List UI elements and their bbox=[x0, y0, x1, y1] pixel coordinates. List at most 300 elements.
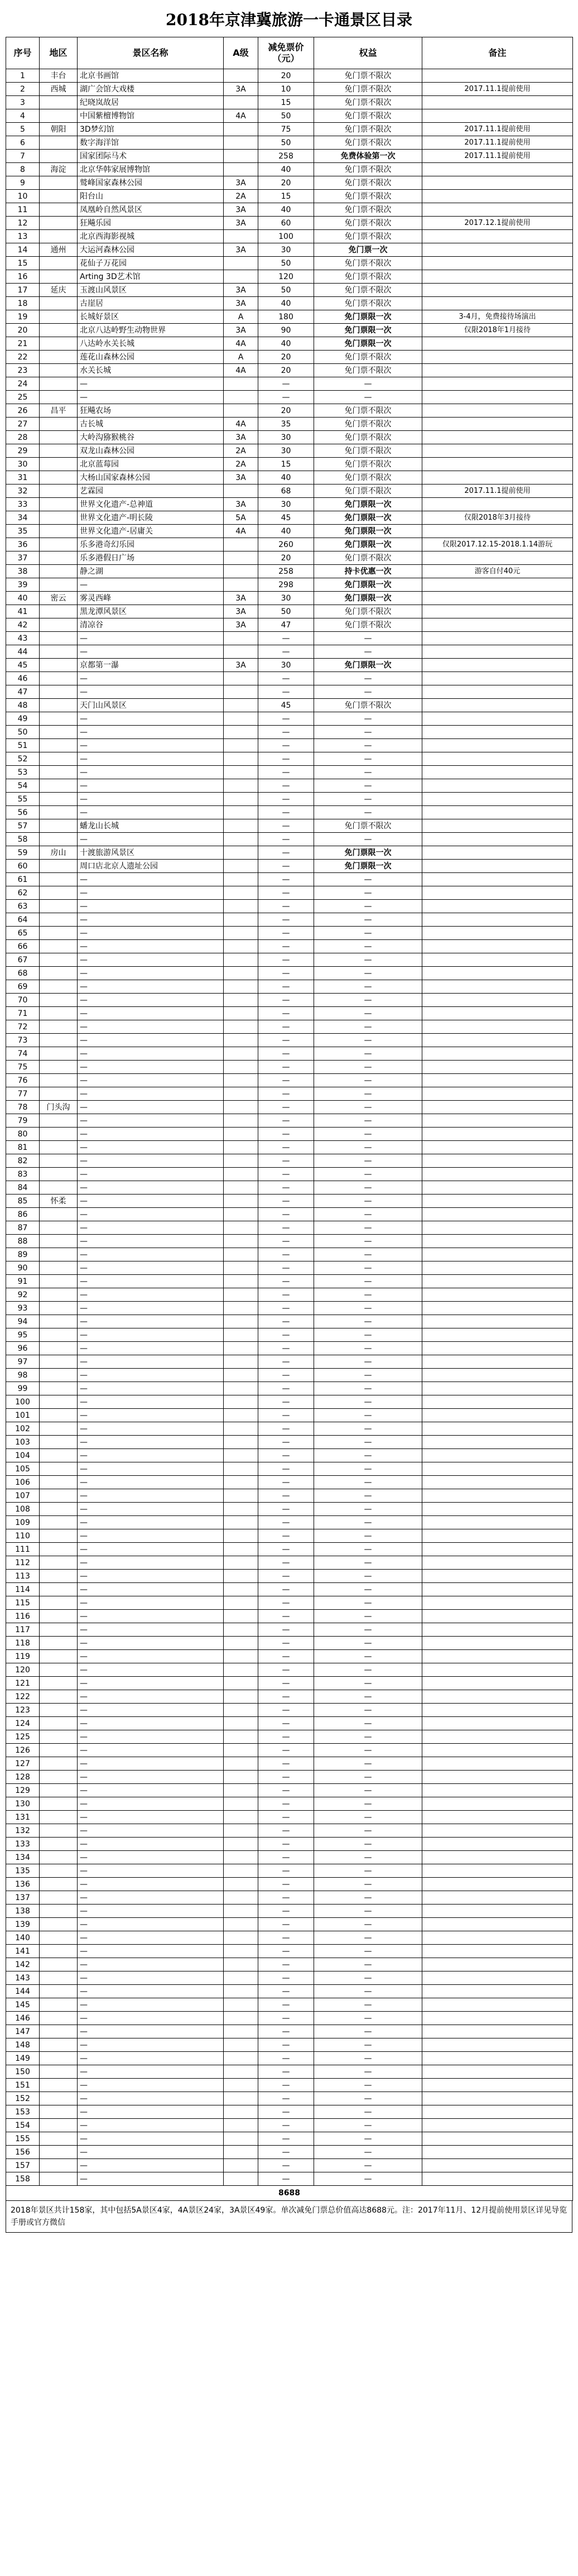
table-row bbox=[6, 1851, 573, 1864]
cell-grade bbox=[224, 485, 258, 498]
cell-note bbox=[422, 1610, 573, 1623]
cell-note bbox=[422, 351, 573, 364]
cell-price: — bbox=[258, 1074, 314, 1087]
cell-name: — bbox=[78, 886, 224, 900]
cell-name: — bbox=[78, 685, 224, 699]
cell-grade bbox=[224, 163, 258, 176]
cell-price: — bbox=[258, 1342, 314, 1355]
cell-area: 密云 bbox=[40, 592, 78, 605]
cell-price: — bbox=[258, 1543, 314, 1556]
table-row bbox=[6, 284, 573, 297]
cell-area bbox=[40, 1302, 78, 1315]
cell-grade bbox=[224, 2159, 258, 2172]
cell-note bbox=[422, 967, 573, 980]
cell-note bbox=[422, 1851, 573, 1864]
cell-right: 免门票不限次 bbox=[314, 431, 422, 444]
cell-name: — bbox=[78, 1891, 224, 1905]
cell-grade bbox=[224, 136, 258, 150]
cell-note bbox=[422, 1744, 573, 1757]
cell-right: — bbox=[314, 1261, 422, 1275]
cell-area bbox=[40, 1650, 78, 1663]
cell-price: — bbox=[258, 1168, 314, 1181]
cell-no: 4 bbox=[6, 109, 40, 123]
cell-area bbox=[40, 1034, 78, 1047]
cell-area bbox=[40, 1985, 78, 1998]
cell-right: 免门票限一次 bbox=[314, 337, 422, 351]
cell-right: — bbox=[314, 2065, 422, 2079]
cell-right: — bbox=[314, 1650, 422, 1663]
cell-no: 110 bbox=[6, 1529, 40, 1543]
cell-price: — bbox=[258, 1757, 314, 1771]
cell-no: 16 bbox=[6, 270, 40, 284]
cell-name: — bbox=[78, 1395, 224, 1409]
cell-price: — bbox=[258, 1248, 314, 1261]
table-row bbox=[6, 1235, 573, 1248]
cell-name: — bbox=[78, 1998, 224, 2012]
cell-grade bbox=[224, 1998, 258, 2012]
cell-grade bbox=[224, 685, 258, 699]
cell-right: — bbox=[314, 873, 422, 886]
cell-area bbox=[40, 860, 78, 873]
table-row bbox=[6, 900, 573, 913]
table-row bbox=[6, 1864, 573, 1878]
cell-note bbox=[422, 592, 573, 605]
cell-right: — bbox=[314, 1757, 422, 1771]
cell-no: 83 bbox=[6, 1168, 40, 1181]
cell-no: 120 bbox=[6, 1663, 40, 1677]
cell-note bbox=[422, 525, 573, 538]
cell-no: 13 bbox=[6, 230, 40, 243]
cell-name: — bbox=[78, 1382, 224, 1395]
cell-right: — bbox=[314, 377, 422, 391]
cell-note bbox=[422, 109, 573, 123]
table-row bbox=[6, 1610, 573, 1623]
cell-name: 乐多港奇幻乐园 bbox=[78, 538, 224, 551]
cell-price: 30 bbox=[258, 498, 314, 511]
table-row bbox=[6, 551, 573, 565]
cell-right: — bbox=[314, 2012, 422, 2025]
cell-right: — bbox=[314, 1971, 422, 1985]
cell-note bbox=[422, 377, 573, 391]
cell-grade bbox=[224, 953, 258, 967]
cell-grade bbox=[224, 1154, 258, 1168]
cell-price: — bbox=[258, 806, 314, 819]
cell-price: 20 bbox=[258, 551, 314, 565]
cell-name: 数字海洋馆 bbox=[78, 136, 224, 150]
cell-grade bbox=[224, 1891, 258, 1905]
cell-name: — bbox=[78, 2092, 224, 2105]
cell-no: 85 bbox=[6, 1195, 40, 1208]
cell-price: 20 bbox=[258, 364, 314, 377]
cell-name: 雾灵西峰 bbox=[78, 592, 224, 605]
cell-name: — bbox=[78, 2172, 224, 2186]
cell-no: 52 bbox=[6, 752, 40, 766]
cell-note bbox=[422, 1717, 573, 1730]
table-row bbox=[6, 1704, 573, 1717]
cell-no: 91 bbox=[6, 1275, 40, 1288]
cell-note bbox=[422, 886, 573, 900]
cell-no: 5 bbox=[6, 123, 40, 136]
cell-no: 125 bbox=[6, 1730, 40, 1744]
cell-price: 20 bbox=[258, 176, 314, 190]
cell-grade bbox=[224, 632, 258, 645]
cell-right: — bbox=[314, 940, 422, 953]
table-row bbox=[6, 1516, 573, 1529]
cell-area bbox=[40, 1275, 78, 1288]
cell-no: 129 bbox=[6, 1784, 40, 1797]
cell-note bbox=[422, 418, 573, 431]
cell-no: 145 bbox=[6, 1998, 40, 2012]
cell-area bbox=[40, 1543, 78, 1556]
cell-grade bbox=[224, 739, 258, 752]
cell-price: — bbox=[258, 1583, 314, 1596]
cell-area bbox=[40, 1824, 78, 1838]
cell-area bbox=[40, 1690, 78, 1704]
cell-name: — bbox=[78, 1570, 224, 1583]
cell-name: — bbox=[78, 2132, 224, 2146]
cell-name: — bbox=[78, 927, 224, 940]
table-row bbox=[6, 1342, 573, 1355]
table-row bbox=[6, 96, 573, 109]
cell-note bbox=[422, 243, 573, 257]
table-row bbox=[6, 913, 573, 927]
cell-right: — bbox=[314, 953, 422, 967]
cell-note bbox=[422, 1757, 573, 1771]
cell-name: 凤凰岭自然风景区 bbox=[78, 203, 224, 217]
cell-right: 免门票不限次 bbox=[314, 203, 422, 217]
cell-area bbox=[40, 1047, 78, 1061]
cell-grade bbox=[224, 1730, 258, 1744]
cell-name: — bbox=[78, 2105, 224, 2119]
cell-price: — bbox=[258, 1971, 314, 1985]
cell-name: — bbox=[78, 1931, 224, 1945]
cell-grade: 3A bbox=[224, 83, 258, 96]
cell-grade bbox=[224, 712, 258, 726]
cell-grade bbox=[224, 1543, 258, 1556]
cell-note bbox=[422, 2119, 573, 2132]
table-row bbox=[6, 485, 573, 498]
cell-no: 116 bbox=[6, 1610, 40, 1623]
cell-right: — bbox=[314, 1864, 422, 1878]
cell-no: 114 bbox=[6, 1583, 40, 1596]
cell-area bbox=[40, 1784, 78, 1797]
header-grade: A级 bbox=[224, 37, 258, 69]
cell-no: 73 bbox=[6, 1034, 40, 1047]
table-row bbox=[6, 1436, 573, 1449]
cell-name: — bbox=[78, 2012, 224, 2025]
cell-price: — bbox=[258, 1838, 314, 1851]
cell-right: — bbox=[314, 1623, 422, 1637]
cell-right: — bbox=[314, 2132, 422, 2146]
cell-grade: 3A bbox=[224, 243, 258, 257]
cell-grade bbox=[224, 1985, 258, 1998]
cell-area bbox=[40, 578, 78, 592]
cell-grade bbox=[224, 96, 258, 109]
cell-name: — bbox=[78, 1797, 224, 1811]
cell-no: 93 bbox=[6, 1302, 40, 1315]
cell-price: 15 bbox=[258, 96, 314, 109]
cell-grade bbox=[224, 1690, 258, 1704]
cell-area bbox=[40, 1221, 78, 1235]
cell-grade bbox=[224, 1958, 258, 1971]
cell-note bbox=[422, 471, 573, 485]
cell-right: — bbox=[314, 1529, 422, 1543]
cell-grade bbox=[224, 1556, 258, 1570]
cell-no: 10 bbox=[6, 190, 40, 203]
cell-no: 46 bbox=[6, 672, 40, 685]
cell-price: 298 bbox=[258, 578, 314, 592]
table-row bbox=[6, 846, 573, 860]
cell-price: 40 bbox=[258, 163, 314, 176]
cell-grade bbox=[224, 1596, 258, 1610]
cell-no: 75 bbox=[6, 1061, 40, 1074]
cell-note bbox=[422, 752, 573, 766]
cell-price: — bbox=[258, 1422, 314, 1436]
table-row bbox=[6, 471, 573, 485]
cell-area bbox=[40, 1556, 78, 1570]
cell-note bbox=[422, 1556, 573, 1570]
cell-right: — bbox=[314, 632, 422, 645]
cell-note bbox=[422, 712, 573, 726]
cell-price: — bbox=[258, 913, 314, 927]
cell-right: — bbox=[314, 994, 422, 1007]
cell-no: 147 bbox=[6, 2025, 40, 2038]
cell-area bbox=[40, 203, 78, 217]
cell-grade: 3A bbox=[224, 471, 258, 485]
cell-price: 10 bbox=[258, 83, 314, 96]
cell-grade bbox=[224, 886, 258, 900]
cell-right: — bbox=[314, 806, 422, 819]
cell-grade bbox=[224, 1034, 258, 1047]
cell-no: 57 bbox=[6, 819, 40, 833]
cell-right: — bbox=[314, 2038, 422, 2052]
cell-right: 免门票不限次 bbox=[314, 364, 422, 377]
cell-grade bbox=[224, 2119, 258, 2132]
cell-grade bbox=[224, 967, 258, 980]
table-row bbox=[6, 1838, 573, 1851]
table-row bbox=[6, 1784, 573, 1797]
cell-name: Arting 3D艺术馆 bbox=[78, 270, 224, 284]
table-row bbox=[6, 391, 573, 404]
cell-right: — bbox=[314, 1181, 422, 1195]
cell-grade bbox=[224, 2092, 258, 2105]
cell-note bbox=[422, 1355, 573, 1369]
cell-note bbox=[422, 1998, 573, 2012]
cell-note bbox=[422, 404, 573, 418]
table-row bbox=[6, 1302, 573, 1315]
cell-no: 27 bbox=[6, 418, 40, 431]
cell-area bbox=[40, 176, 78, 190]
cell-grade bbox=[224, 1436, 258, 1449]
cell-no: 96 bbox=[6, 1342, 40, 1355]
cell-no: 80 bbox=[6, 1128, 40, 1141]
cell-right: 免门票不限次 bbox=[314, 96, 422, 109]
cell-grade bbox=[224, 1261, 258, 1275]
cell-price: — bbox=[258, 1945, 314, 1958]
cell-area bbox=[40, 1007, 78, 1020]
cell-name: 天门山风景区 bbox=[78, 699, 224, 712]
cell-price: — bbox=[258, 1744, 314, 1757]
cell-no: 15 bbox=[6, 257, 40, 270]
cell-name: — bbox=[78, 1114, 224, 1128]
cell-price: — bbox=[258, 1690, 314, 1704]
table-row bbox=[6, 1195, 573, 1208]
table-row bbox=[6, 1261, 573, 1275]
cell-no: 121 bbox=[6, 1677, 40, 1690]
cell-right: — bbox=[314, 1034, 422, 1047]
cell-note bbox=[422, 1905, 573, 1918]
cell-area bbox=[40, 1851, 78, 1864]
cell-no: 3 bbox=[6, 96, 40, 109]
cell-area bbox=[40, 1717, 78, 1730]
cell-area bbox=[40, 1382, 78, 1395]
cell-no: 128 bbox=[6, 1771, 40, 1784]
cell-price: — bbox=[258, 1663, 314, 1677]
cell-price: — bbox=[258, 1489, 314, 1503]
cell-no: 97 bbox=[6, 1355, 40, 1369]
cell-name: — bbox=[78, 1864, 224, 1878]
cell-price: — bbox=[258, 1449, 314, 1462]
cell-name: — bbox=[78, 1235, 224, 1248]
cell-note bbox=[422, 1449, 573, 1462]
cell-area: 通州 bbox=[40, 243, 78, 257]
table-row bbox=[6, 592, 573, 605]
cell-note: 2017.11.1提前使用 bbox=[422, 150, 573, 163]
cell-grade bbox=[224, 2065, 258, 2079]
table-row bbox=[6, 163, 573, 176]
cell-note bbox=[422, 793, 573, 806]
cell-name: — bbox=[78, 1543, 224, 1556]
cell-area: 怀柔 bbox=[40, 1195, 78, 1208]
cell-no: 9 bbox=[6, 176, 40, 190]
cell-right: — bbox=[314, 1797, 422, 1811]
cell-name: — bbox=[78, 1181, 224, 1195]
cell-name: — bbox=[78, 739, 224, 752]
cell-no: 72 bbox=[6, 1020, 40, 1034]
cell-price: — bbox=[258, 1141, 314, 1154]
table-row bbox=[6, 1248, 573, 1261]
table-row bbox=[6, 1154, 573, 1168]
cell-area bbox=[40, 1114, 78, 1128]
cell-grade bbox=[224, 1235, 258, 1248]
cell-no: 17 bbox=[6, 284, 40, 297]
cell-grade bbox=[224, 2012, 258, 2025]
cell-name: 北京八达岭野生动物世界 bbox=[78, 324, 224, 337]
cell-name: — bbox=[78, 1503, 224, 1516]
cell-right: 免门票不限次 bbox=[314, 109, 422, 123]
cell-note bbox=[422, 1784, 573, 1797]
cell-right: — bbox=[314, 2159, 422, 2172]
cell-name: — bbox=[78, 1878, 224, 1891]
cell-area bbox=[40, 2065, 78, 2079]
cell-name: 水关长城 bbox=[78, 364, 224, 377]
cell-right: — bbox=[314, 967, 422, 980]
cell-right: — bbox=[314, 739, 422, 752]
cell-area bbox=[40, 940, 78, 953]
table-row bbox=[6, 511, 573, 525]
cell-area bbox=[40, 1757, 78, 1771]
cell-right: 免门票限一次 bbox=[314, 324, 422, 337]
cell-price: — bbox=[258, 1998, 314, 2012]
cell-note bbox=[422, 1623, 573, 1637]
table-row bbox=[6, 1369, 573, 1382]
cell-no: 32 bbox=[6, 485, 40, 498]
cell-right: — bbox=[314, 900, 422, 913]
cell-price: 40 bbox=[258, 471, 314, 485]
cell-no: 154 bbox=[6, 2119, 40, 2132]
cell-note bbox=[422, 1637, 573, 1650]
table-row bbox=[6, 69, 573, 83]
cell-price: 30 bbox=[258, 444, 314, 458]
cell-note bbox=[422, 1824, 573, 1838]
cell-no: 107 bbox=[6, 1489, 40, 1503]
cell-grade: 3A bbox=[224, 284, 258, 297]
cell-name: — bbox=[78, 1985, 224, 1998]
cell-price: — bbox=[258, 1677, 314, 1690]
table-row bbox=[6, 712, 573, 726]
cell-price: — bbox=[258, 1797, 314, 1811]
cell-grade bbox=[224, 994, 258, 1007]
cell-name: 阳台山 bbox=[78, 190, 224, 203]
cell-grade bbox=[224, 1503, 258, 1516]
cell-price: — bbox=[258, 1020, 314, 1034]
cell-grade bbox=[224, 1061, 258, 1074]
cell-price: 258 bbox=[258, 565, 314, 578]
cell-right: 免门票不限次 bbox=[314, 605, 422, 618]
cell-name: — bbox=[78, 2159, 224, 2172]
cell-note bbox=[422, 2012, 573, 2025]
cell-note bbox=[422, 1221, 573, 1235]
cell-name: 鹫峰国家森林公园 bbox=[78, 176, 224, 190]
cell-right: — bbox=[314, 1824, 422, 1838]
cell-no: 19 bbox=[6, 310, 40, 324]
cell-grade bbox=[224, 1395, 258, 1409]
cell-right: — bbox=[314, 752, 422, 766]
cell-name: — bbox=[78, 672, 224, 685]
cell-note bbox=[422, 1369, 573, 1382]
cell-name: — bbox=[78, 1007, 224, 1020]
cell-note bbox=[422, 819, 573, 833]
table-row bbox=[6, 1891, 573, 1905]
cell-grade bbox=[224, 1221, 258, 1235]
table-row bbox=[6, 1020, 573, 1034]
cell-grade bbox=[224, 1275, 258, 1288]
cell-note bbox=[422, 1047, 573, 1061]
cell-grade bbox=[224, 1610, 258, 1623]
cell-grade: A bbox=[224, 351, 258, 364]
cell-right: — bbox=[314, 1690, 422, 1704]
cell-right: 免门票不限次 bbox=[314, 69, 422, 83]
cell-price: — bbox=[258, 1181, 314, 1195]
cell-right: — bbox=[314, 1208, 422, 1221]
cell-grade: 3A bbox=[224, 324, 258, 337]
cell-right: — bbox=[314, 1462, 422, 1476]
cell-name: 双龙山森林公园 bbox=[78, 444, 224, 458]
cell-area bbox=[40, 1610, 78, 1623]
cell-grade bbox=[224, 1918, 258, 1931]
cell-name: 莲花山森林公园 bbox=[78, 351, 224, 364]
cell-no: 76 bbox=[6, 1074, 40, 1087]
cell-right: — bbox=[314, 913, 422, 927]
cell-name: — bbox=[78, 1516, 224, 1529]
table-row bbox=[6, 953, 573, 967]
cell-right: — bbox=[314, 1288, 422, 1302]
cell-price: — bbox=[258, 1369, 314, 1382]
cell-note bbox=[422, 270, 573, 284]
cell-note bbox=[422, 1650, 573, 1663]
table-row bbox=[6, 2065, 573, 2079]
cell-area bbox=[40, 190, 78, 203]
